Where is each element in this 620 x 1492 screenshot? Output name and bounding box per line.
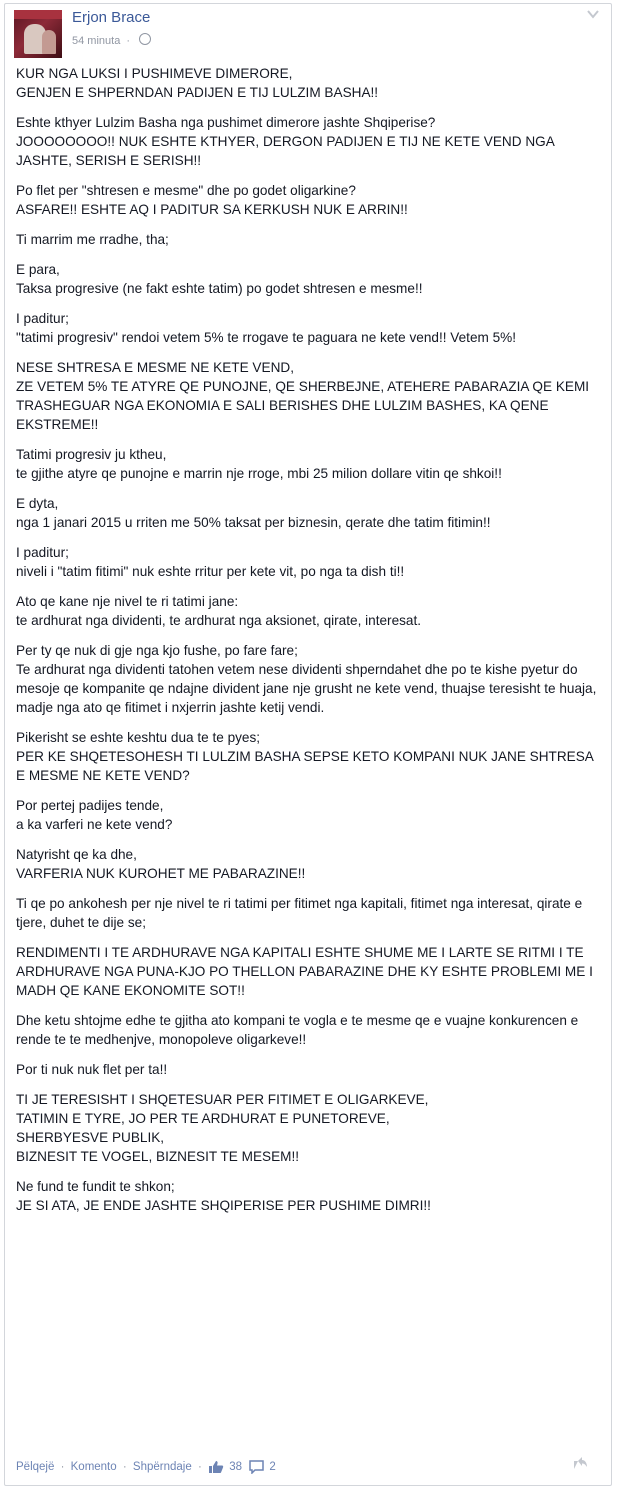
actions-separator: · [197, 1461, 202, 1473]
post-timestamp[interactable]: 54 minuta [72, 35, 121, 47]
post-paragraph: Dhe ketu shtojme edhe te gjitha ato kompani te vogla e te mesme qe e vuajne konkurencen e rende te te medhenjve, monopoleve oligarkeve!! [16, 1013, 579, 1047]
post-paragraph: Por pertej padijes tende, a ka varferi ne kete vend? [16, 798, 173, 832]
post-paragraph: Tatimi progresiv ju ktheu, te gjithe atyre qe punojne e marrin nje rroge, mbi 25 milion dollare vitin qe shkoi!! [16, 447, 502, 481]
actions-separator: · [122, 1461, 127, 1473]
share-icon[interactable] [572, 1455, 588, 1471]
post-meta [72, 33, 151, 47]
post-paragraph: NESE SHTRESA E MESME NE KETE VEND, ZE VETEM 5% TE ATYRE QE PUNOJNE, QE SHERBEJNE, ATEHERE PABARAZIA QE KEMI TRASHEGUAR NGA EKONOMIA E SALI BERISHES DHE LULZIM BASHES, KA QENE EKSTREME!! [16, 360, 590, 432]
post-paragraph: Per ty qe nuk di gje nga kjo fushe, po fare fare; Te ardhurat nga dividenti tatohen vetem nese dividenti shperndahet dhe po te kishe pyetur do mesoje qe kompanite qe ndajne divident jane nje grusht ne kete vend, thuajse teresisht te huaja, madje nga ato qe fitimet i nxjerrin jashte ketij vendi. [16, 643, 597, 715]
comment-button[interactable]: Komento [70, 1461, 117, 1473]
comment-bubble-icon[interactable] [249, 1460, 264, 1474]
post-paragraph: Por ti nuk nuk flet per ta!! [16, 1062, 168, 1077]
post-body [16, 64, 600, 1226]
post-actions [16, 1457, 596, 1477]
post-paragraph: Eshte kthyer Lulzim Basha nga pushimet dimerore jashte Shqiperise? JOOOOOOOO!! NUK ESHTE KTHYER, DERGON PADIJEN E TIJ NE KETE VEND NGA JASHTE, SERISH E SERISH!! [16, 115, 555, 168]
post-paragraph: E para, Taksa progresive (ne fakt eshte tatim) po godet shtresen e mesme!! [16, 262, 423, 296]
thumbs-up-icon[interactable] [208, 1460, 224, 1474]
comment-count[interactable]: 2 [269, 1461, 276, 1473]
post-paragraph: Ne fund te fundit te shkon; JE SI ATA, JE ENDE JASHTE SHQIPERISE PER PUSHIME DIMRI!! [16, 1179, 431, 1213]
author-avatar[interactable] [14, 10, 62, 58]
post-paragraph: I paditur; "tatimi progresiv" rendoi vetem 5% te rrogave te paguara ne kete vend!! Vetem 5%! [16, 311, 517, 345]
post-paragraph: Ti qe po ankohesh per nje nivel te ri tatimi per fitimet nga kapitali, fitimet nga interesat, qirate e tjere, duhet te dije se; [16, 896, 583, 930]
post-paragraph: E dyta, nga 1 janari 2015 u rriten me 50% taksat per biznesin, qerate dhe tatim fitimin!! [16, 496, 491, 530]
avatar-banner [14, 10, 62, 19]
globe-icon[interactable] [139, 33, 151, 45]
post-paragraph: I paditur; niveli i "tatim fitimi" nuk eshte rritur per kete vit, po nga ta dish ti!! [16, 545, 405, 579]
post-paragraph: Natyrisht qe ka dhe, VARFERIA NUK KUROHET ME PABARAZINE!! [16, 847, 306, 881]
post-paragraph: TI JE TERESISHT I SHQETESUAR PER FITIMET E OLIGARKEVE, TATIMIN E TYRE, JO PER TE ARDHURAT E PUNETOREVE, SHERBYESVE PUBLIK, BIZNESIT TE VOGEL, BIZNESIT TE MESEM!! [16, 1092, 429, 1164]
share-button[interactable]: Shpërndaje [132, 1461, 192, 1473]
author-name[interactable]: Erjon Brace [72, 9, 151, 26]
post-paragraph: RENDIMENTI I TE ARDHURAVE NGA KAPITALI ESHTE SHUME ME I LARTE SE RITMI I TE ARDHURAVE NGA PUNA-KJO PO THELLON PABARAZINE DHE KY ESHTE PROBLEMI ME I MADH QE KANE EKONOMITE SOT!! [16, 945, 593, 998]
like-button[interactable]: Pëlqejë [16, 1461, 55, 1473]
post-paragraph: Ti marrim me rradhe, tha; [16, 232, 169, 247]
post-paragraph: Pikerisht se eshte keshtu dua te te pyes; PER KE SHQETESOHESH TI LULZIM BASHA SEPSE KETO KOMPANI NUK JANE SHTRESA E MESME NE KETE VEND? [16, 730, 594, 783]
actions-separator: · [60, 1461, 65, 1473]
chevron-down-icon[interactable] [586, 8, 600, 20]
avatar-figure-second [42, 30, 56, 54]
post-paragraph: Po flet per "shtresen e mesme" dhe po godet oligarkine? ASFARE!! ESHTE AQ I PADITUR SA KERKUSH NUK E ARRIN!! [16, 183, 408, 217]
post-paragraph: KUR NGA LUKSI I PUSHIMEVE DIMERORE, GENJEN E SHPERNDAN PADIJEN E TIJ LULZIM BASHA!! [16, 66, 379, 100]
post-paragraph: Ato qe kane nje nivel te ri tatimi jane: te ardhurat nga dividenti, te ardhurat nga aksionet, qirate, interesat. [16, 594, 422, 628]
meta-separator: · [126, 35, 131, 47]
like-count[interactable]: 38 [229, 1461, 242, 1473]
